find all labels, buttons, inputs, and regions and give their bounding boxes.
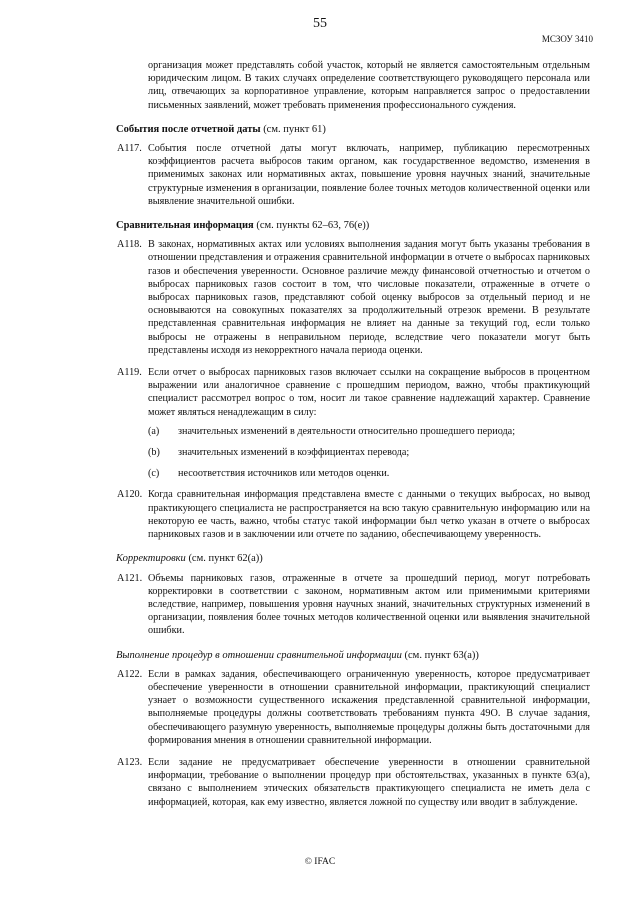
section-heading-corrections xyxy=(0,552,640,565)
paragraph-a122 xyxy=(0,668,640,747)
heading-ref: (см. пункт 63(a)) xyxy=(404,649,479,661)
list-item xyxy=(148,425,590,438)
paragraph-number: A123. xyxy=(117,756,143,768)
page-number: 55 xyxy=(313,16,327,31)
paragraph-number: A118. xyxy=(117,239,142,251)
paragraph-a119 xyxy=(0,366,640,419)
list-item-text: значительных изменений в деятельности относительно прошедшего периода; xyxy=(178,425,516,437)
list-item-text: значительных изменений в коэффициентах перевода; xyxy=(178,447,410,459)
intro-paragraph xyxy=(0,59,640,112)
list-item xyxy=(148,446,590,459)
document-code: МСЗОУ 3410 xyxy=(541,34,593,44)
section-heading-comparative xyxy=(0,219,640,232)
list-item-letter: (c) xyxy=(148,468,160,480)
paragraph-text: В законах, нормативных актах или условиях выполнения задания могут быть указаны требования в отношении представления и отражения сравнительной информации в отчете о выбросах парниковых газов и обеспечения уверенности. Основное различие между финансовой отчетностью и отчетом о выбросах парниковых газов состоит в том, что числовые показатели, отраженные в отчете о выбросах парниковых газов, представляют собой оценку выбросов за отдельный период и не основываются на совокупных показателях за продолжительный отрезок времени. В результате представленная сравнительная информация не влияет на данные за текущий год, если только выбросы не отражены в неправильном периоде, вследствие чего показатели могут быть представлены исходя из некорректного начала периода оценки. xyxy=(148,239,590,356)
paragraph-text: организация может представлять собой участок, который не является самостоятельным отдельным юридическим лицом. В таких случаях определение соответствующего руководящего персонала или лиц, отвечающих за корпоративное управление, которым направляется запрос о предоставлении письменных заявлений, может требовать применения профессионального суждения. xyxy=(148,60,590,111)
heading-title: Выполнение процедур в отношении сравнительной информации xyxy=(116,649,402,661)
copyright-footer: © IFAC xyxy=(304,857,336,867)
list-item-text: несоответствия источников или методов оценки. xyxy=(178,468,390,480)
list-item xyxy=(148,467,590,480)
page-content xyxy=(0,59,640,809)
sub-item-list xyxy=(0,425,640,481)
heading-title: Корректировки xyxy=(116,553,186,565)
paragraph-text: События после отчетной даты могут включать, например, публикацию пересмотренных коэффициентов расчета выбросов таким органом, как государственное ведомство, изменения в применимых законах или нормативных актах, повышение уровня научных знаний, значительные структурные изменения в организации, появление более точных методов количественной оценки или выявление значительной ошибки. xyxy=(148,143,590,207)
paragraph-text: Если отчет о выбросах парниковых газов включает ссылки на сокращение выбросов в процентном выражении или аналогичное сравнение с прошедшим периодом, важно, чтобы практикующий специалист рассмотрел вопрос о том, носит ли такое сравнение надлежащий характер. Сравнение может являться ненадлежащим в силу: xyxy=(148,367,590,418)
section-heading-procedures xyxy=(0,649,640,662)
paragraph-number: A122. xyxy=(117,668,143,680)
paragraph-number: A121. xyxy=(117,572,143,584)
heading-ref: (см. пункты 62–63, 76(е)) xyxy=(256,220,370,232)
list-item-letter: (b) xyxy=(148,447,160,459)
paragraph-a120 xyxy=(0,488,640,541)
paragraph-a121 xyxy=(0,572,640,638)
paragraph-a118 xyxy=(0,238,640,357)
list-item-letter: (a) xyxy=(148,425,160,437)
paragraph-text: Объемы парниковых газов, отраженные в отчете за прошедший период, могут потребовать корректировки в соответствии с законом, нормативным актом или применимыми критериями вследствие, например, повышения уровня научных знаний, значительных структурных изменений в организации, появления более точных методов количественной оценки или выявления значительной ошибки. xyxy=(148,572,590,637)
heading-ref: (см. пункт 61) xyxy=(263,123,326,135)
paragraph-text: Если задание не предусматривает обеспечение уверенности в отношении сравнительной информации, требование о выполнении процедур при обстоятельствах, указанных в пункте 63(a), связано с выполнением этических обязательств практикующего специалиста не иметь дела с информацией, которая, как ему известно, является ложной по существу или вводит в заблуждение. xyxy=(148,756,590,808)
paragraph-text: Если в рамках задания, обеспечивающего ограниченную уверенность, которое предусматривает обеспечение уверенности в отношении сравнительной информации, практикующий специалист узнает о возможности существенного искажения представленной сравнительной информации, выполняемые процедуры должны соответствовать требованиям пункта 49О. В случае задания, обеспечивающего разумную уверенность, выполняемые процедуры должны быть достаточными для формирования мнения в отношении сравнительной информации. xyxy=(148,668,590,746)
paragraph-a117 xyxy=(0,142,640,208)
paragraph-number: A120. xyxy=(117,489,143,501)
paragraph-text: Когда сравнительная информация представлена вместе с данными о текущих выбросах, но вывод практикующего специалиста не распространяется на всю такую сравнительную информацию или на некоторую ее часть, важно, чтобы статус такой информации был четко указан в отчете о выбросах парниковых газов и в заключении или отчете по заданию, обеспечивающему уверенность. xyxy=(148,489,590,541)
paragraph-number: A119. xyxy=(117,367,142,379)
paragraph-number: A117. xyxy=(117,143,142,155)
section-heading-events xyxy=(0,123,640,136)
heading-ref: (см. пункт 62(a)) xyxy=(188,553,263,565)
heading-title: Сравнительная информация xyxy=(116,220,254,232)
paragraph-a123 xyxy=(0,756,640,809)
heading-title: События после отчетной даты xyxy=(116,123,261,135)
